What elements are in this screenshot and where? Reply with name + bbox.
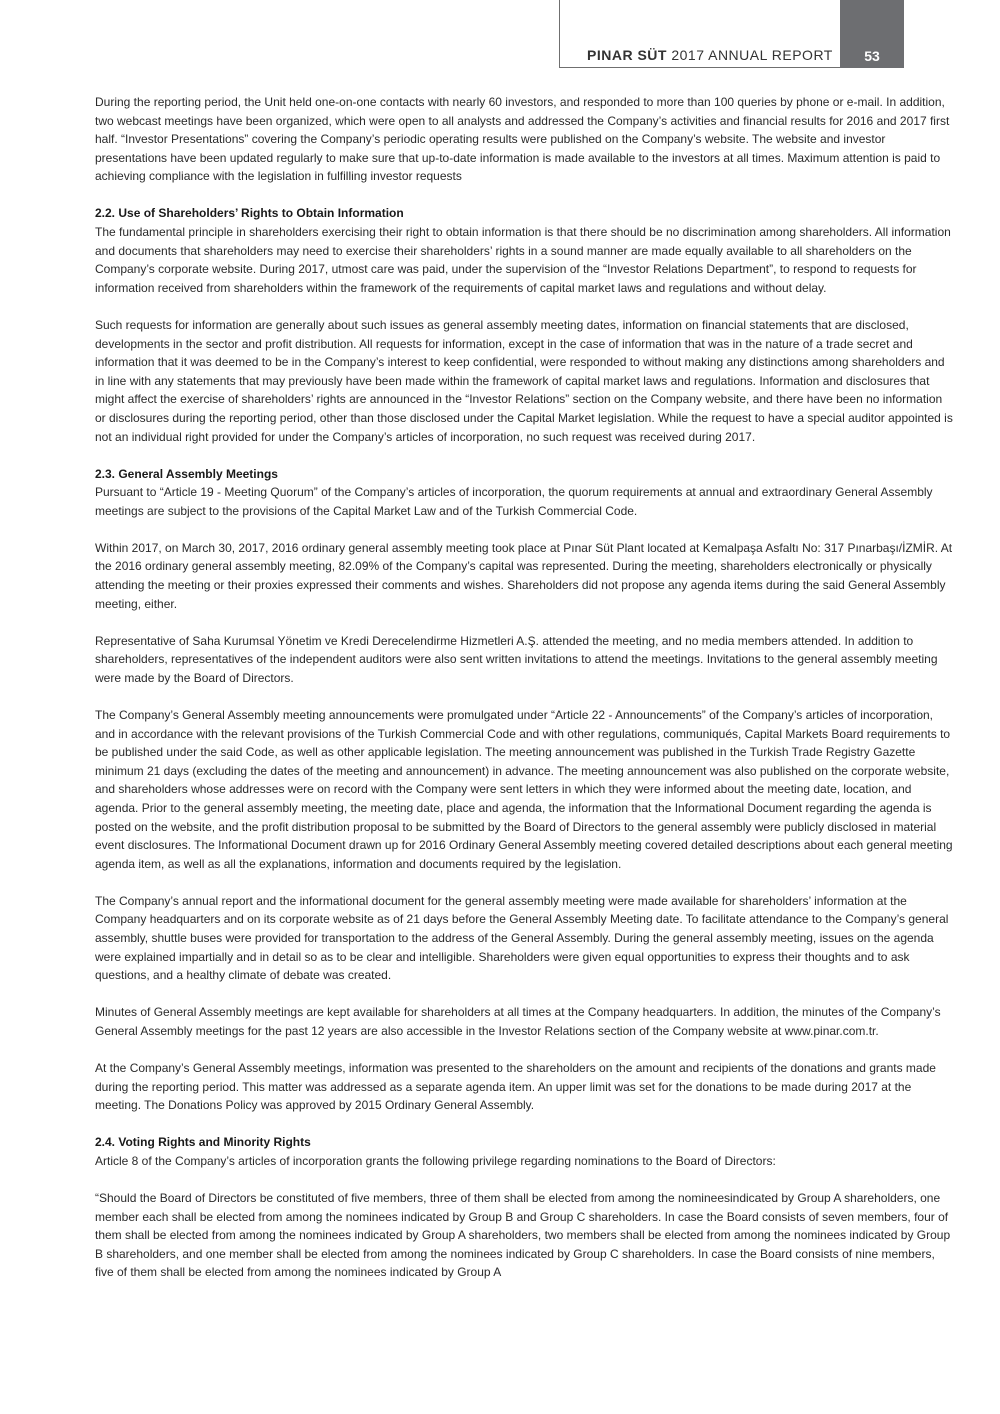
section-2-3-heading: 2.3. General Assembly Meetings bbox=[95, 466, 278, 481]
intro-paragraph: During the reporting period, the Unit held one-on-one contacts with nearly 60 investors, and responded to more than 100 queries by phone or e-mail. In addition, two webcast meetings have been organized, which were open to all analysts and addressed the Company’s activities and financial results for 2016 and 2017 first half. “Investor Presentations” covering the Company’s periodic operating results were published on the Company’s website. The website and investor presentations have been updated regularly to make sure that up-to-date information is made available to the investors at all times. Maximum attention is paid to achieving compliance with the legislation in fulfilling investor requests bbox=[95, 95, 950, 184]
section-2-2-paragraph-1: The fundamental principle in shareholders exercising their right to obtain information is that there should be no discrimination among shareholders. All information and documents that shareholders may need to exercise their shareholders’ rights in a sound manner are made equally available to all shareholders on the Company’s corporate website. During 2017, utmost care was paid, under the supervision of the “Investor Relations Department”, to respond to requests for information received from shareholders within the framework of the requirements of capital market laws and regulations and without delay. bbox=[95, 225, 951, 295]
section-2-4-quote: “Should the Board of Directors be constituted of five members, three of them shall be elected from among the nomineesindicated by Group A shareholders, one member each shall be elected from among the nominees indicated by Group B and Group C shareholders. In case the Board consists of seven members, four of them shall be elected from among the nominees indicated by Group A shareholders, two members shall be elected from among the nominees indicated by Group B shareholders, and one member shall be elected from among the nominees indicated by Group C shareholders. In case the Board consists of nine members, five of them shall be elected from among the nominees indicated by Group A bbox=[95, 1191, 951, 1280]
page-content bbox=[95, 93, 953, 1282]
section-2-4-paragraph-1: Article 8 of the Company’s articles of incorporation grants the following privilege regarding nominations to the Board of Directors: bbox=[95, 1153, 776, 1168]
section-2-3-paragraph-2: Within 2017, on March 30, 2017, 2016 ordinary general assembly meeting took place at Pınar Süt Plant located at Kemalpaşa Asfaltı No: 317 Pınarbaşı/İZMİR. At the 2016 ordinary general assembly meeting, 82.09% of the Company’s capital was represented. During the meeting, shareholders electronically or physically attending the meeting or their proxies expressed their comments and wishes. Shareholders did not propose any agenda items during the said General Assembly meeting, either. bbox=[95, 540, 953, 611]
section-2-3-paragraph-6: Minutes of General Assembly meetings are kept available for shareholders at all times at the Company headquarters. In addition, the minutes of the Company’s General Assembly meetings for the past 12 years are also accessible in the Investor Relations section of the Company website at www.pinar.com.tr. bbox=[95, 1005, 941, 1038]
page-number: 53 bbox=[840, 0, 904, 68]
section-2-2-heading: 2.2. Use of Shareholders’ Rights to Obtain Information bbox=[95, 206, 404, 221]
header-brand: PINAR SÜT bbox=[587, 47, 667, 63]
section-2-3-paragraph-7: At the Company’s General Assembly meetings, information was presented to the shareholders on the amount and recipients of the donations and grants made during the reporting period. This matter was addressed as a separate agenda item. An upper limit was set for the donations to be made during 2017 at the meeting. The Donations Policy was approved by 2015 Ordinary General Assembly. bbox=[95, 1061, 936, 1113]
section-2-3-paragraph-4: The Company’s General Assembly meeting announcements were promulgated under “Article 22 - Announcements” of the Company’s articles of incorporation, and in accordance with the relevant provisions of the Turkish Commercial Code and with other regulations, communiqués, Capital Markets Board requirements to be published under the said Code, as well as other applicable legislation. The meeting announcement was published in the Turkish Trade Registry Gazette minimum 21 days (excluding the dates of the meeting and announcement) in advance. The meeting announcement was also published on the corporate website, and shareholders whose addresses were on record with the Company were sent letters in which they were informed about the meeting date, location, and agenda. Prior to the general assembly meeting, the meeting date, place and agenda, the information that the Informational Document regarding the agenda is posted on the website, and the profit distribution proposal to be submitted by the Board of Directors to the general assembly were publicly disclosed in material event disclosures. The Informational Document drawn up for 2016 Ordinary General Assembly meeting covered detailed descriptions about each general meeting agenda item, as well as all the explanations, information and documents required by the legislation. bbox=[95, 708, 953, 871]
report-header bbox=[587, 47, 833, 63]
section-2-3-paragraph-1: Pursuant to “Article 19 - Meeting Quorum” of the Company’s articles of incorporation, the quorum requirements at annual and extraordinary General Assembly meetings are subject to the provisions of the Capital Market Law and of the Turkish Commercial Code. bbox=[95, 485, 933, 518]
section-2-3-paragraph-3: Representative of Saha Kurumsal Yönetim ve Kredi Derecelendirme Hizmetleri A.Ş. attended the meeting, and no media members attended. In addition to shareholders, representatives of the independent auditors were also sent written invitations to attend the meetings. Invitations to the general assembly meeting were made by the Board of Directors. bbox=[95, 633, 938, 685]
header-report-title: 2017 ANNUAL REPORT bbox=[671, 47, 833, 63]
section-2-4-heading: 2.4. Voting Rights and Minority Rights bbox=[95, 1135, 311, 1150]
section-2-2-paragraph-2: Such requests for information are generally about such issues as general assembly meeting dates, information on financial statements that are disclosed, developments in the sector and profit distribution. All requests for information, except in the case of information that was in the nature of a trade secret and information that it was deemed to be in the Company’s interest to keep confidential, were responded to without making any distinctions among shareholders and in line with any statements that may previously have been made within the framework of capital market laws and regulations. Information and disclosures that might affect the exercise of shareholders’ rights are announced in the “Investor Relations” section on the Company website, and there have been no information or disclosures during the reporting period, other than those disclosed under the Capital Market legislation. While the request to have a special auditor appointed is not an individual right provided for under the Company’s articles of incorporation, no such request was received during 2017. bbox=[95, 317, 953, 444]
section-2-3-paragraph-5: The Company’s annual report and the informational document for the general assembly meeting were made available for shareholders’ information at the Company headquarters and on its corporate website as of 21 days before the General Assembly Meeting date. To facilitate attendance to the Company’s general assembly, shuttle buses were provided for transportation to the address of the General Assembly. During the general assembly meeting, issues on the agenda were explained impartially and in detail so as to be clear and intelligible. Shareholders were given equal opportunities to express their thoughts and to ask questions, and a healthy climate of debate was created. bbox=[95, 893, 949, 983]
